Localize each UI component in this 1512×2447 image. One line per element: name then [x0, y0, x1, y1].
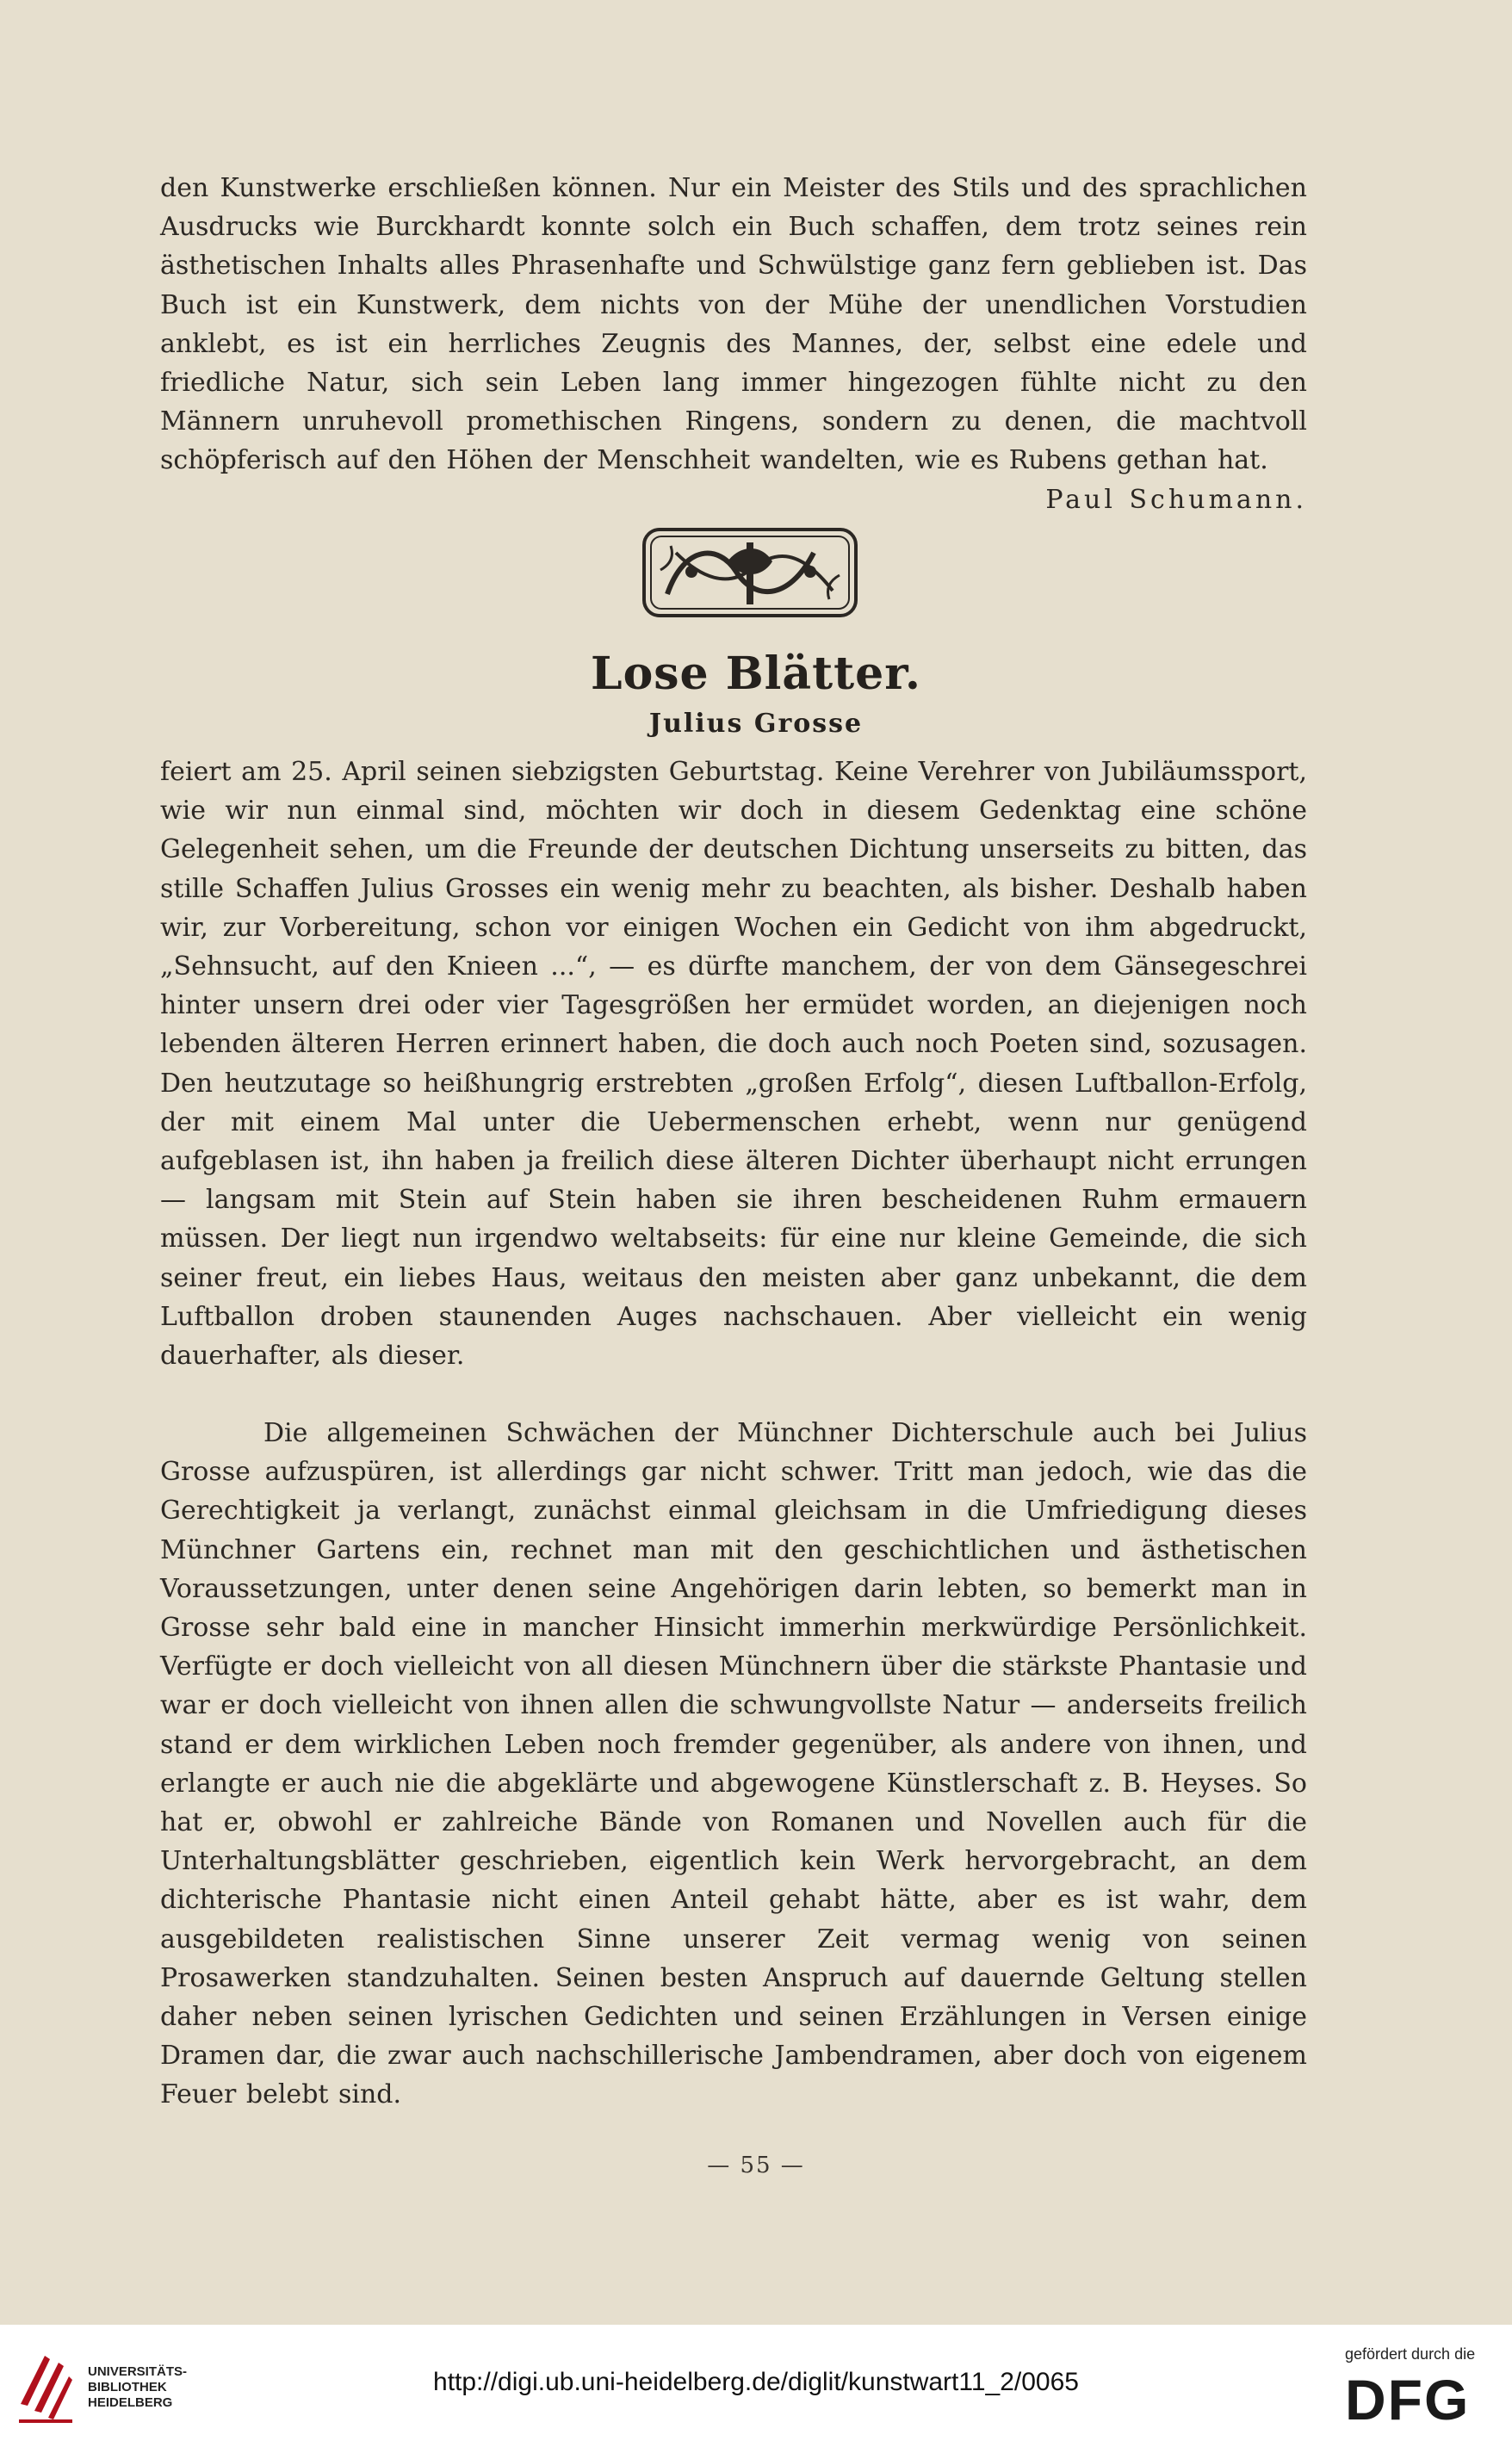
paragraph-text: den Kunstwerke erschließen können. Nur ein Meister des Stils und des sprachlichen Ausdrucks wie Burckhardt konnte solch ein Buch schaffen, dem trotz seines rein ästhetischen Inhalts alles Phrasenhafte und Schwülstige ganz fern geblieben ist. Das Buch ist ein Kunstwerk, dem nichts von der Mühe der unendlichen Vorstudien anklebt, es ist ein herrliches Zeugnis des Mannes, der, selbst eine edele und friedliche Natur, sich sein Leben lang immer hingezogen fühlte nicht zu den Männern unruhevoll promethischen Ringens, sondern zu denen, die machtvoll schöpferisch auf den Höhen der Menschheit wandelten, wie es Rubens gethan hat.	[160, 173, 1307, 476]
source-url-link[interactable]: http://digi.ub.uni-heidelberg.de/diglit/kunstwart11_2/0065	[433, 2368, 1079, 2396]
paragraph-previous-article	[160, 169, 1307, 519]
article-subheading: Julius Grosse	[648, 709, 864, 739]
decorative-ornament	[641, 527, 858, 618]
author-signature: Paul Schumann.	[1045, 484, 1307, 515]
library-name-line: BIBLIOTHEK	[88, 2380, 167, 2394]
library-name-line: UNIVERSITÄTS-	[88, 2364, 188, 2379]
dfg-logo: DFG	[1345, 2368, 1471, 2432]
section-title: Lose Blätter.	[591, 647, 921, 700]
page-number: — 55 —	[707, 2153, 805, 2178]
paragraph-julius-grosse-1: feiert am 25. April seinen siebzigsten Geburtstag. Keine Verehrer von Jubiläumssport, wie wir nun einmal sind, möchten wir doch in diesem Gedenktag eine schöne Gelegenheit sehen, um die Freunde der deutschen Dichtung unserseits zu bitten, das stille Schaffen Julius Grosses ein wenig mehr zu beachten, als bisher. Deshalb haben wir, zur Vorbereitung, schon vor einigen Wochen ein Gedicht von ihm abgedruckt, „Sehnsucht, auf den Knieen ...“, — es dürfte manchem, der von dem Gänsegeschrei hinter unsern drei oder vier Tagesgrößen her ermüdet worden, an diejenigen noch lebenden älteren Herren erinnert haben, die doch auch noch Poeten sind, sozusagen. Den heutzutage so heißhungrig erstrebten „großen Erfolg“, diesen Luftballon-Erfolg, der mit einem Mal unter die Uebermenschen erhebt, wenn nur genügend aufgeblasen ist, ihn haben ja freilich diese älteren Dichter überhaupt nicht errungen — langsam mit Stein auf Stein haben sie ihren bescheidenen Ruhm ermauern müssen. Der liegt nun irgendwo weltabseits: für eine nur kleine Gemeinde, die sich seiner freut, ein liebes Haus, weitaus den meisten aber ganz unbekannt, die dem Luftballon droben staunenden Auges nachschauen. Aber vielleicht ein wenig dauerhafter, als dieser.	[160, 757, 1307, 1372]
funding-note: gefördert durch die	[1345, 2345, 1476, 2363]
paragraph-julius-grosse-2: Die allgemeinen Schwächen der Münchner Dichterschule auch bei Julius Grosse aufzuspüren, ist allerdings gar nicht schwer. Tritt man jedoch, wie das die Gerechtigkeit ja verlangt, zunächst einmal gleichsam in die Umfriedigung dieses Münchner Gartens ein, rechnet man mit den geschichtlichen und ästhetischen Voraussetzungen, unter denen seine Angehörigen darin lebten, so bemerkt man in Grosse sehr bald eine in mancher Hinsicht immerhin merkwürdige Persönlichkeit. Verfügte er doch vielleicht von all diesen Münchnern über die stärkste Phantasie und war er doch vielleicht von ihnen allen die schwungvollste Natur — anderseits freilich stand er dem wirklichen Leben noch fremder gegenüber, als andere von ihnen, und erlangte er auch nie die abgeklärte und abgewogene Künstlerschaft z. B. Heyses. So hat er, obwohl er zahlreiche Bände von Romanen und Novellen auch für die Unterhaltungsblätter geschrieben, eigentlich kein Werk hervorgebracht, an dem dichterische Phantasie nicht einen Anteil gehabt hätte, aber es ist wahr, dem ausgebildeten realistischen Sinne unserer Zeit vermag wenig von seinen Prosawerken standzuhalten. Seinen besten Anspruch auf dauernde Geltung stellen daher neben seinen lyrischen Gedichten und seinen Erzählungen in Versen einige Dramen dar, die zwar auch nachschillerische Jambendramen, aber doch von eigenem Feuer belebt sind.	[160, 1418, 1307, 2110]
library-name-line: HEIDELBERG	[88, 2395, 173, 2410]
